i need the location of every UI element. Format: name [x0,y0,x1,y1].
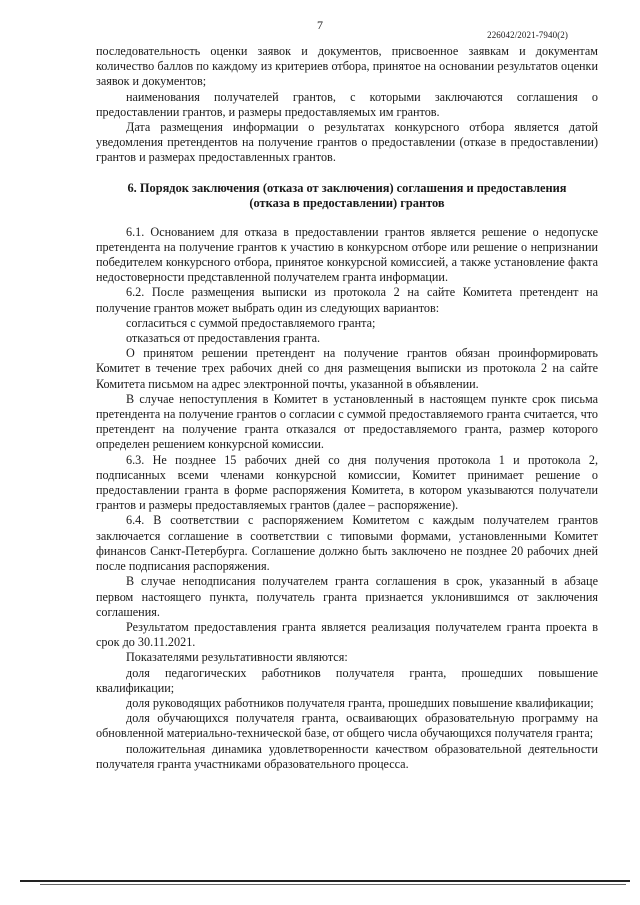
document-body [96,44,598,772]
paragraph: доля педагогических работников получателя гранта, прошедших повышение квалификации; [96,665,598,695]
paragraph: Результатом предоставления гранта является реализация получателем гранта проекта в срок до 30.11.2021. [96,619,598,650]
paragraph: 6.2. После размещения выписки из протокола 2 на сайте Комитета претендент на получение грантов может выбрать один из следующих вариантов: [96,285,598,315]
paragraph: доля руководящих работников получателя гранта, прошедших повышение квалификации; [126,695,594,710]
paragraph: О принятом решении претендент на получение грантов обязан проинформировать Комитет в течение трех рабочих дней со дня размещения выписки из протокола 2 на сайте Комитета письмом на адрес электронной почты, указанной в объявлении. [96,346,598,391]
section-title-line1: Порядок заключения (отказа от заключения) соглашения и предоставления [139,180,567,195]
paragraph: 6.1. Основанием для отказа в предоставлении грантов является решение о недопуске претендента на получение грантов к участию в конкурсном отборе или решение о непризнании победителем конкурсного отбора, принятое конкурсной комиссией, а также установление факта недостоверности представленной получателем гранта информации. [96,224,598,285]
document-id: 226042/2021-7940(2) [487,30,568,40]
paragraph: Показателями результативности являются: [126,650,348,665]
scan-edge-line [40,884,626,885]
page-number: 7 [317,18,323,32]
scan-edge-line [20,880,630,882]
paragraph: последовательность оценки заявок и документов, присвоенное заявкам и документам количество баллов по каждому из критериев отбора, принятое на основании результатов оценки заявок и документов; [96,44,598,89]
paragraph: отказаться от предоставления гранта. [126,331,321,346]
paragraph: 6.3. Не позднее 15 рабочих дней со дня получения протокола 1 и протокола 2, подписанных всеми членами конкурсной комиссии, Комитет принимает решение о предоставлении гранта в форме распоряжения Комитета, в котором указываются получатели грантов и размеры предоставляемых грантов (далее – распоряжение). [96,452,598,513]
paragraph: 6.4. В соответствии с распоряжением Комитетом с каждым получателем грантов заключается соглашение в соответствии с типовыми формами, установленными Комитет финансов Санкт-Петербурга. Соглашение должно быть заключено не позднее 20 рабочих дней после подписания распоряжения. [96,513,598,574]
paragraph: доля обучающихся получателя гранта, осваивающих образовательную программу на обновленной материально-технической базе, от общего числа обучающихся получателя гранта; [96,711,598,741]
paragraph: положительная динамика удовлетворенности качеством образовательной деятельности получателя гранта участниками образовательного процесса. [96,741,598,771]
paragraph: В случае непоступления в Комитет в установленный в настоящем пункте срок письма претендента на получение грантов о согласии с суммой предоставляемого гранта считается, что претендент на получение гранта отказался от предоставляемого гранта, размер которого определен решением конкурсной комиссии. [96,391,598,452]
paragraph: согласиться с суммой предоставляемого гранта; [126,315,376,330]
section-title-line2: (отказа в предоставлении) грантов [249,195,445,210]
section-heading [96,181,598,211]
paragraph: наименования получателей грантов, с которыми заключаются соглашения о предоставлении грантов, и размеры предоставляемых им грантов. [96,89,598,119]
paragraph: В случае неподписания получателем гранта соглашения в срок, указанный в абзаце первом настоящего пункта, получатель гранта признается уклонившимся от заключения соглашения. [96,574,598,619]
paragraph: Дата размещения информации о результатах конкурсного отбора является датой уведомления претендентов на получение грантов о предоставлении (отказе в предоставлении) грантов и размерах предоставленных грантов. [96,120,598,165]
section-number: 6. [127,180,137,195]
